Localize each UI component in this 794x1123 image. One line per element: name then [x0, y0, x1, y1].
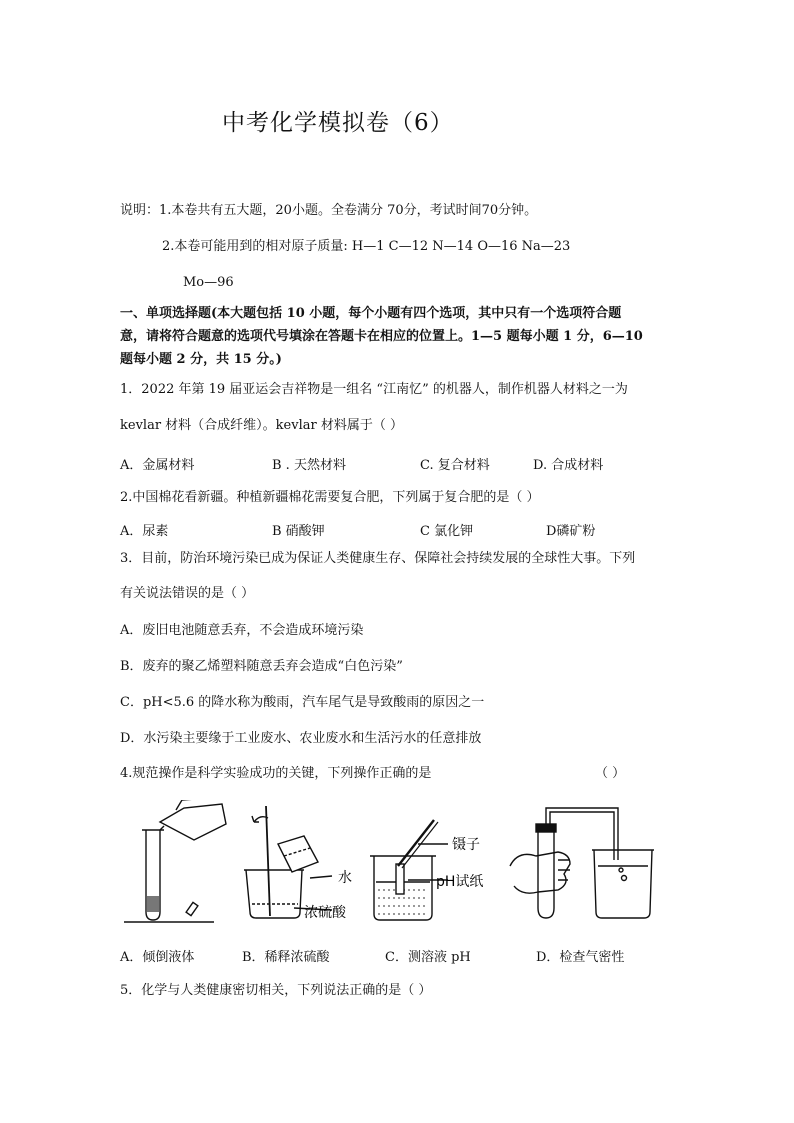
q1-stem-line-2: kevlar 材料（合成纤维）。kevlar 材料属于（ ） — [120, 418, 403, 433]
q1-option-c: C. 复合材料 — [420, 458, 490, 473]
q3-option-b: B．废弃的聚乙烯塑料随意丢弃会造成“白色污染” — [120, 659, 403, 674]
instructions-line-1: 说明：1.本卷共有五大题，20小题。全卷满分 70分，考试时间70分钟。 — [120, 203, 538, 218]
q3-stem-line-2: 有关说法错误的是（ ） — [120, 586, 255, 601]
q4-option-c: C．测溶液 pH — [385, 950, 471, 965]
section1-heading-line-1: 一、单项选择题(本大题包括 10 小题，每个小题有四个选项，其中只有一个选项符合题 — [120, 306, 622, 321]
fig-a-pouring — [124, 800, 226, 922]
page-title: 中考化学模拟卷（6） — [222, 110, 454, 136]
q2-option-a: A．尿素 — [120, 524, 169, 539]
q2-option-b: B 硝酸钾 — [272, 524, 325, 539]
q2-stem-line-1: 2.中国棉花看新疆。种植新疆棉花需要复合肥，下列属于复合肥的是（ ） — [120, 490, 540, 505]
q5-stem-line-1: 5．化学与人类健康密切相关，下列说法正确的是（ ） — [120, 983, 432, 998]
q4-option-b: B．稀释浓硫酸 — [242, 950, 330, 965]
q4-answer-paren: （ ） — [595, 766, 626, 781]
section1-heading-line-3: 题每小题 2 分，共 15 分。) — [120, 352, 282, 367]
q1-stem-line-1: 1．2022 年第 19 届亚运会吉祥物是一组名 “江南忆” 的机器人，制作机器人材料之一为 — [120, 382, 628, 397]
section1-heading-line-2: 意，请将符合题意的选项代号填涂在答题卡在相应的位置上。1—5 题每小题 1 分，6—10 — [120, 329, 643, 344]
fig-c-ph-test — [370, 820, 448, 920]
q4-stem-line-1: 4.规范操作是科学实验成功的关键，下列操作正确的是 — [120, 766, 432, 781]
instructions-line-2: 2.本卷可能用到的相对原子质量: H—1 C—12 N—14 O—16 Na—23 — [162, 239, 571, 254]
q1-option-a: A．金属材料 — [120, 458, 195, 473]
q4-option-d: D．检查气密性 — [536, 950, 625, 965]
q3-option-d: D．水污染主要缘于工业废水、农业废水和生活污水的任意排放 — [120, 731, 482, 746]
instructions-line-3: Mo—96 — [183, 275, 234, 290]
fig-label-water: 水 — [338, 870, 352, 886]
q2-option-d: D磷矿粉 — [546, 524, 596, 539]
q3-stem-line-1: 3．目前，防治环境污染已成为保证人类健康生存、保障社会持续发展的全球性大事。下列 — [120, 551, 636, 566]
fig-label-tweezers: 镊子 — [452, 837, 480, 853]
q3-option-c: C．pH<5.6 的降水称为酸雨，汽车尾气是导致酸雨的原因之一 — [120, 695, 485, 710]
q3-option-a: A．废旧电池随意丢弃，不会造成环境污染 — [120, 623, 364, 638]
q2-option-c: C 氯化钾 — [420, 524, 474, 539]
fig-b-diluting — [244, 806, 332, 918]
q4-option-a: A．倾倒液体 — [120, 950, 195, 965]
q1-option-b: B . 天然材料 — [272, 458, 346, 473]
fig-label-acid: 浓硫酸 — [304, 905, 346, 921]
fig-d-airtightness — [510, 808, 654, 918]
q1-option-d: D. 合成材料 — [533, 458, 604, 473]
q4-figure — [118, 800, 658, 928]
fig-label-ph-paper: pH试纸 — [436, 874, 484, 890]
